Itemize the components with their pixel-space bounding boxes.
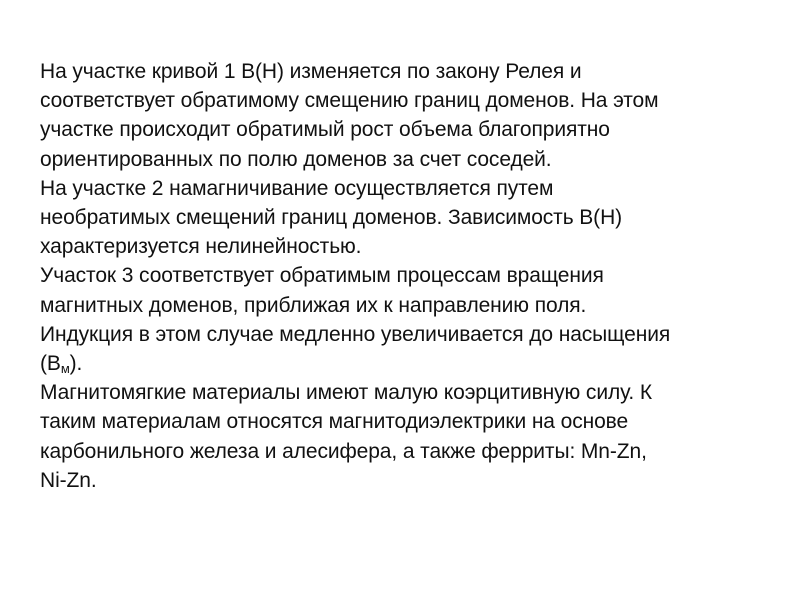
slide-text	[40, 57, 785, 495]
text-line: необратимых смещений границ доменов. Зависимость В(Н)	[40, 206, 623, 230]
text-line: ориентированных по полю доменов за счет соседей.	[40, 147, 552, 171]
text-line: Индукция в этом случае медленно увеличивается до насыщения	[40, 322, 671, 346]
text-line: Ni-Zn.	[40, 468, 97, 492]
bm-subscript: м	[60, 361, 70, 377]
text-line: На участке кривой 1 В(Н) изменяется по закону Релея и	[40, 60, 582, 83]
text-line: Участок 3 соответствует обратимым процессам вращения	[40, 264, 604, 288]
text-line: соответствует обратимому смещению границ доменов. На этом	[40, 89, 659, 113]
text-line: характеризуется нелинейностью.	[40, 235, 362, 259]
text-line-subscript	[40, 349, 785, 378]
text-line: Магнитомягкие материалы имеют малую коэрцитивную силу. К	[40, 381, 653, 405]
text-line: На участке 2 намагничивание осуществляется путем	[40, 176, 554, 200]
bm-close: ).	[69, 352, 83, 376]
text-line: таким материалам относятся магнитодиэлектрики на основе	[40, 410, 629, 434]
text-line: карбонильного железа и алесифера, а также ферриты: Mn-Zn,	[40, 439, 647, 463]
text-line: магнитных доменов, приближая их к направлению поля.	[40, 293, 587, 317]
bm-open: (В	[40, 352, 61, 376]
text-line: участке происходит обратимый рост объема благоприятно	[40, 118, 610, 142]
